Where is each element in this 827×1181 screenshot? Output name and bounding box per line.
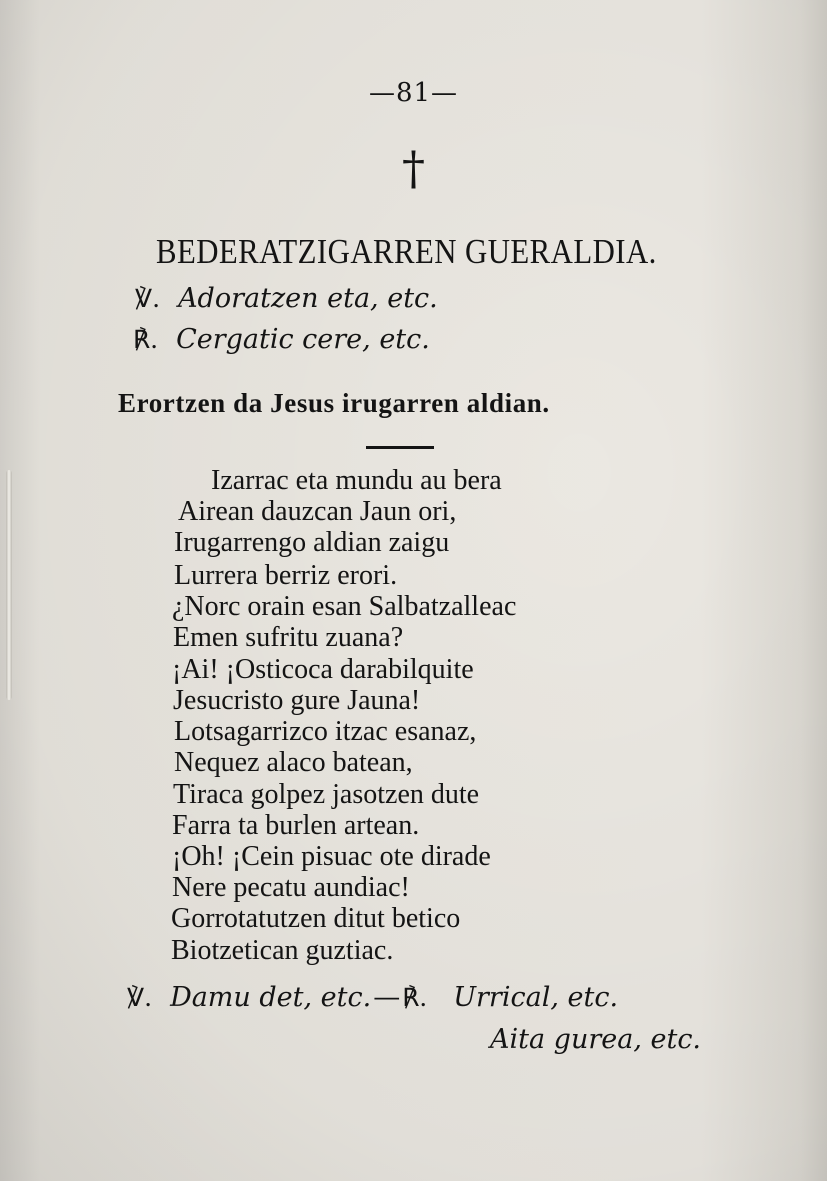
verse-line: Jesucristo gure Jauna! — [173, 685, 421, 716]
versicle-icon: ℣. — [135, 284, 161, 313]
verse-line: Nequez alaco batean, — [174, 747, 413, 778]
verse-line: ¿Norc orain esan Salbatzalleac — [172, 591, 517, 622]
cross-icon: † — [402, 141, 425, 195]
page-number: —81— — [368, 78, 459, 108]
response-text: Cergatic cere, etc. — [176, 324, 430, 355]
verse-line: Tiraca golpez jasotzen dute — [173, 779, 480, 810]
footer-responses — [127, 982, 618, 1013]
footer-separator: — — [373, 982, 401, 1013]
footer-response-text: Urrical, etc. — [453, 982, 619, 1013]
verse-line: Lurrera berriz erori. — [174, 560, 398, 591]
verse-line: Farra ta burlen artean. — [172, 810, 420, 841]
response-line — [133, 324, 430, 355]
footer-response-icon: ℟. — [402, 983, 428, 1012]
versicle-line — [135, 283, 438, 314]
verse-line: Emen sufritu zuana? — [173, 622, 404, 653]
verse-line: Airean dauzcan Jaun ori, — [178, 496, 457, 527]
closing-prayer: Aita gurea, etc. — [490, 1024, 702, 1055]
verse-line: Biotzetican guztiac. — [171, 935, 394, 966]
divider-rule — [366, 446, 434, 449]
response-icon: ℟. — [133, 325, 159, 354]
page-title: BEDERATZIGARREN GUERALDIA. — [156, 232, 657, 271]
verse-line: ¡Oh! ¡Cein pisuac ote dirade — [172, 841, 491, 872]
verse-line: ¡Ai! ¡Osticoca darabilquite — [172, 654, 474, 685]
verse-line: Lotsagarrizco itzac esanaz, — [174, 716, 477, 747]
footer-versicle-text: Damu det, etc. — [170, 982, 372, 1013]
verse-line: Irugarrengo aldian zaigu — [174, 527, 450, 558]
verse-line: Gorrotatutzen ditut betico — [171, 903, 461, 934]
footer-versicle-icon: ℣. — [127, 983, 153, 1012]
verse-line: Izarrac eta mundu au bera — [211, 465, 502, 496]
section-heading: Erortzen da Jesus irugarren aldian. — [118, 388, 550, 418]
verse-line: Nere pecatu aundiac! — [172, 872, 410, 903]
versicle-text: Adoratzen eta, etc. — [178, 283, 438, 314]
binding-edge — [6, 470, 12, 700]
